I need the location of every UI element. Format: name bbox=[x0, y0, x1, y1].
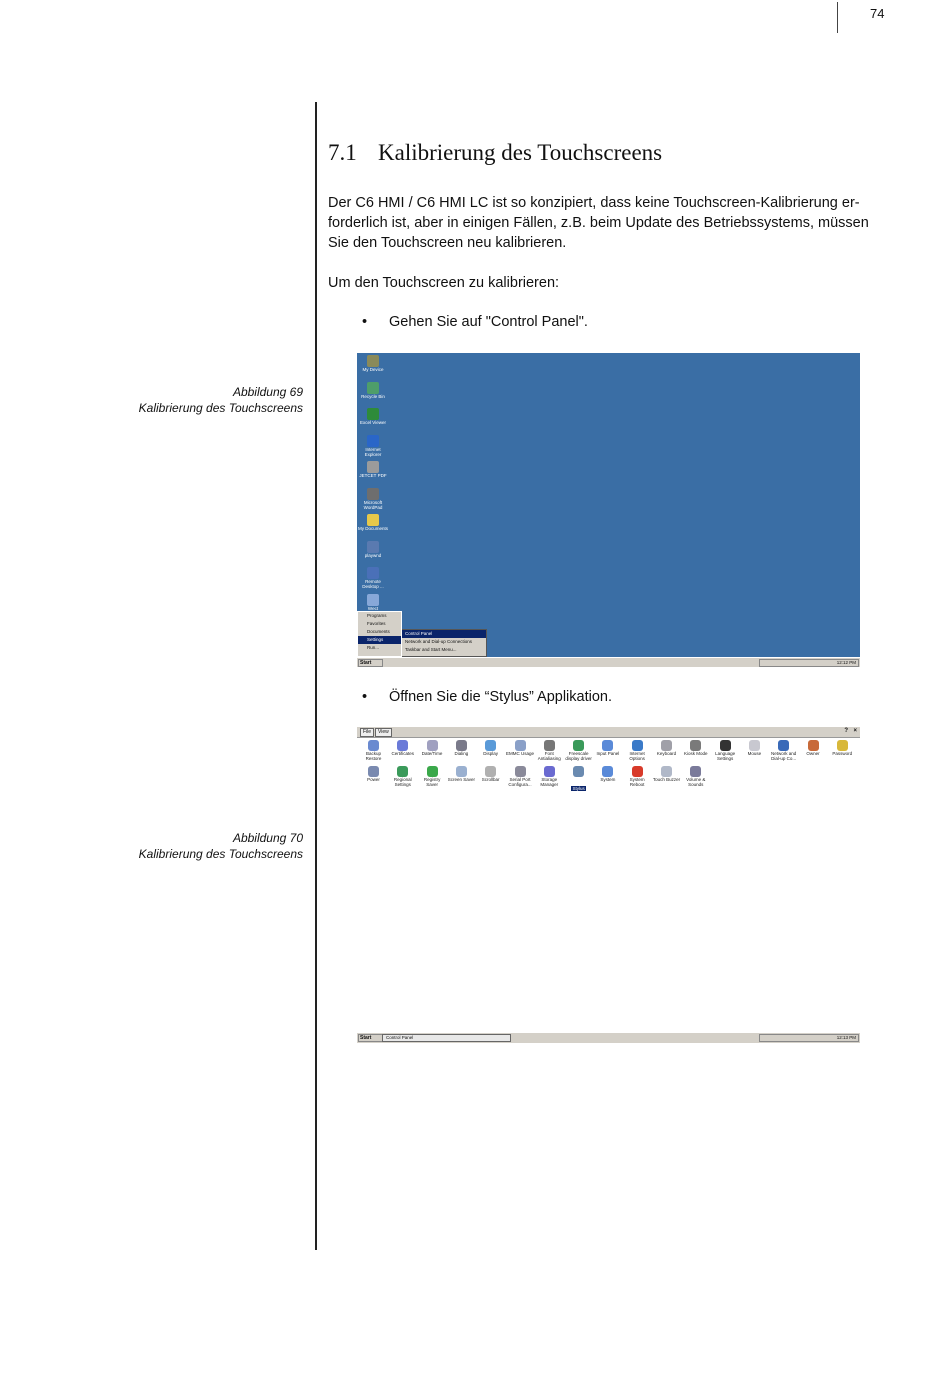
control-panel-item[interactable] bbox=[506, 766, 535, 787]
control-panel-item-label: Scrollbar bbox=[481, 777, 500, 782]
desktop-icon-label: Excel Viewer bbox=[360, 420, 386, 425]
control-panel-item[interactable] bbox=[564, 740, 593, 761]
desktop-screenshot bbox=[357, 353, 860, 667]
control-panel-item-icon bbox=[368, 740, 379, 751]
start-menu-settings[interactable]: Settings bbox=[358, 636, 401, 644]
control-panel-item-icon bbox=[602, 766, 613, 777]
start-menu-programs[interactable]: Programs bbox=[367, 613, 387, 618]
desktop-icon-glyph bbox=[367, 514, 379, 526]
control-panel-item-icon bbox=[808, 740, 819, 751]
control-panel-item[interactable] bbox=[593, 766, 622, 782]
system-tray-clock: 12:12 PM bbox=[759, 659, 859, 667]
control-panel-item-label: Certificates bbox=[391, 751, 415, 756]
submenu-network[interactable]: Network and Dial-up Connections bbox=[405, 639, 473, 644]
control-panel-item-label: Kiosk Mode bbox=[684, 751, 708, 756]
control-panel-item-label: Freescale display driver bbox=[565, 751, 592, 761]
desktop-icon-glyph bbox=[367, 382, 379, 394]
control-panel-item[interactable] bbox=[359, 740, 388, 761]
control-panel-item-icon bbox=[456, 766, 467, 777]
control-panel-item-icon bbox=[485, 740, 496, 751]
desktop-icon-glyph bbox=[367, 594, 379, 606]
control-panel-item[interactable] bbox=[740, 740, 769, 756]
start-menu bbox=[357, 611, 402, 657]
caption-label: Abbildung 70 bbox=[232, 831, 303, 845]
control-panel-item-icon bbox=[661, 766, 672, 777]
control-panel-item-icon bbox=[690, 766, 701, 777]
control-panel-item-icon bbox=[837, 740, 848, 751]
caption-text: Kalibrierung des Touchscreens bbox=[138, 401, 303, 415]
caption-label: Abbildung 69 bbox=[232, 385, 303, 399]
control-panel-item-label: Keyboard bbox=[656, 751, 677, 756]
control-panel-item-label: Password bbox=[832, 751, 853, 756]
desktop-icon-label: JETCET PDF bbox=[359, 473, 387, 478]
control-panel-screenshot bbox=[357, 727, 860, 795]
control-panel-item-icon bbox=[720, 740, 731, 751]
control-panel-taskbar bbox=[357, 1032, 860, 1043]
desktop-icon[interactable] bbox=[358, 594, 388, 611]
control-panel-item[interactable] bbox=[418, 766, 447, 787]
page-number: 74 bbox=[870, 6, 885, 21]
control-panel-item[interactable] bbox=[359, 766, 388, 782]
control-panel-item-label: Backup Restore bbox=[365, 751, 382, 761]
control-panel-item-label: Display bbox=[483, 751, 499, 756]
control-panel-item-label: System bbox=[600, 777, 616, 782]
column-rule bbox=[315, 102, 317, 1250]
bullet-stylus bbox=[362, 689, 612, 705]
control-panel-item-label: Registry Saver bbox=[423, 777, 441, 787]
help-icon[interactable]: ? bbox=[844, 728, 848, 734]
desktop-icon-label: Recycle Bin bbox=[361, 393, 385, 399]
control-panel-item-label: Input Panel bbox=[596, 751, 620, 756]
section-title: Kalibrierung des Touchscreens bbox=[378, 140, 663, 165]
control-panel-menubar bbox=[357, 727, 860, 738]
control-panel-item-icon bbox=[397, 766, 408, 777]
close-icon[interactable]: × bbox=[853, 728, 857, 734]
control-panel-item-icon bbox=[544, 766, 555, 777]
desktop-icon-glyph bbox=[367, 408, 379, 420]
control-panel-item-icon bbox=[749, 740, 760, 751]
control-panel-item-icon bbox=[427, 740, 438, 751]
control-panel-item-icon bbox=[456, 740, 467, 751]
control-panel-item-icon bbox=[690, 740, 701, 751]
section-heading bbox=[328, 140, 662, 166]
instruction-paragraph: Um den Touchscreen zu kalibrieren: bbox=[328, 275, 560, 291]
control-panel-item[interactable] bbox=[623, 766, 652, 787]
caption-text: Kalibrierung des Touchscreens bbox=[138, 847, 303, 861]
control-panel-item-label: Serial Port Configura... bbox=[508, 777, 532, 787]
taskbar-control-panel-task[interactable]: Control Panel bbox=[382, 1034, 511, 1042]
control-panel-item-label: Regional Settings bbox=[393, 777, 412, 787]
desktop-icon-glyph bbox=[367, 541, 379, 553]
control-panel-item[interactable] bbox=[652, 740, 681, 756]
control-panel-item-label: Font Antialiasing bbox=[537, 751, 561, 761]
bullet-glyph: • bbox=[362, 314, 368, 330]
desktop-icon[interactable] bbox=[358, 355, 388, 372]
control-panel-item[interactable] bbox=[506, 740, 535, 756]
bullet-text: Gehen Sie auf "Control Panel". bbox=[389, 314, 588, 330]
start-menu-run[interactable]: Run... bbox=[367, 645, 380, 650]
control-panel-item[interactable] bbox=[564, 766, 593, 795]
desktop-icon[interactable] bbox=[358, 461, 388, 478]
start-menu-favorites[interactable]: Favorites bbox=[367, 621, 386, 626]
desktop-icon-label: Microsoft WordPad bbox=[363, 499, 383, 510]
control-panel-item-label: Screen Saver bbox=[447, 777, 476, 782]
section-number: 7.1 bbox=[328, 140, 357, 165]
desktop-icon[interactable] bbox=[358, 488, 388, 510]
figure-caption-69 bbox=[139, 384, 303, 416]
submenu-taskbar[interactable]: Taskbar and Start Menu... bbox=[405, 647, 457, 652]
control-panel-item-icon bbox=[661, 740, 672, 751]
control-panel-item[interactable] bbox=[769, 740, 798, 761]
control-panel-item[interactable] bbox=[447, 740, 476, 756]
control-panel-item-icon bbox=[485, 766, 496, 777]
desktop-icon-glyph bbox=[367, 488, 379, 500]
control-panel-item-icon bbox=[573, 740, 584, 751]
desktop-icon[interactable] bbox=[358, 541, 388, 558]
start-menu-documents[interactable]: Documents bbox=[367, 629, 390, 634]
control-panel-item-icon bbox=[544, 740, 555, 751]
control-panel-item-label: Mouse bbox=[747, 751, 762, 756]
start-button[interactable]: Start bbox=[358, 1034, 383, 1042]
control-panel-item[interactable] bbox=[593, 740, 622, 756]
control-panel-item-icon bbox=[602, 740, 613, 751]
control-panel-item[interactable] bbox=[623, 740, 652, 761]
control-panel-item-label: Language Settings bbox=[715, 751, 736, 761]
control-panel-item-label: System Reboot bbox=[629, 777, 645, 787]
desktop-icon-label: Wect bbox=[367, 605, 379, 611]
bullet-text: Öffnen Sie die “Stylus” Applikation. bbox=[389, 689, 612, 705]
figure-caption-70 bbox=[139, 830, 303, 862]
desktop-icon-label: Remote Desktop ... bbox=[362, 579, 384, 589]
control-panel-item-icon bbox=[778, 740, 789, 751]
control-panel-item[interactable] bbox=[476, 740, 505, 756]
start-button[interactable]: Start bbox=[358, 659, 383, 667]
control-panel-item-icon bbox=[515, 740, 526, 751]
control-panel-item[interactable] bbox=[388, 740, 417, 756]
control-panel-item-label: Network and Dial-up Co... bbox=[771, 751, 797, 761]
control-panel-item[interactable] bbox=[799, 740, 828, 756]
desktop-icon[interactable] bbox=[358, 382, 388, 399]
desktop-icon[interactable] bbox=[358, 408, 388, 425]
control-panel-item-label: Storage Manager bbox=[540, 777, 559, 787]
control-panel-item-label: Date/Time bbox=[421, 751, 443, 756]
desktop-icon-label: Internet Explorer bbox=[364, 446, 382, 457]
desktop-icon-glyph bbox=[367, 435, 379, 447]
desktop-icon-glyph bbox=[367, 567, 379, 579]
control-panel-item-label: Volume & Sounds bbox=[686, 777, 706, 787]
submenu-control-panel[interactable]: Control Panel bbox=[396, 630, 486, 638]
control-panel-item[interactable] bbox=[828, 740, 857, 756]
desktop-icon-glyph bbox=[367, 461, 379, 473]
bullet-glyph: • bbox=[362, 689, 368, 705]
control-panel-item[interactable] bbox=[652, 766, 681, 782]
control-panel-item[interactable] bbox=[388, 766, 417, 787]
menu-file[interactable]: File bbox=[360, 728, 374, 737]
control-panel-item-label: Dialing bbox=[454, 751, 469, 756]
control-panel-item-label: Owner bbox=[806, 751, 820, 756]
menu-view[interactable]: View bbox=[375, 728, 392, 737]
control-panel-item[interactable] bbox=[476, 766, 505, 782]
control-panel-item-label: Internet Options bbox=[629, 751, 645, 761]
control-panel-item-icon bbox=[368, 766, 379, 777]
header-rule bbox=[837, 2, 838, 33]
control-panel-item-label: EMMC Usage bbox=[505, 751, 534, 756]
control-panel-item-icon bbox=[632, 766, 643, 777]
control-panel-item-icon bbox=[397, 740, 408, 751]
control-panel-item-icon bbox=[515, 766, 526, 777]
control-panel-item[interactable] bbox=[535, 766, 564, 787]
control-panel-item[interactable] bbox=[711, 740, 740, 761]
control-panel-item-icon bbox=[632, 740, 643, 751]
settings-submenu bbox=[395, 629, 487, 657]
control-panel-item-label: Stylus bbox=[572, 786, 585, 791]
system-tray-clock: 12:13 PM bbox=[759, 1034, 859, 1042]
desktop-icon-label: My Device bbox=[362, 367, 384, 372]
desktop-icon-label: playwnd bbox=[364, 552, 382, 558]
desktop-icon[interactable] bbox=[358, 435, 388, 457]
control-panel-item[interactable] bbox=[681, 740, 710, 756]
control-panel-item[interactable] bbox=[681, 766, 710, 787]
desktop-icon-label: My Documents bbox=[358, 526, 389, 531]
control-panel-item[interactable] bbox=[418, 740, 447, 756]
desktop-icon[interactable] bbox=[358, 567, 388, 589]
desktop-taskbar bbox=[357, 657, 860, 667]
control-panel-item[interactable] bbox=[447, 766, 476, 782]
desktop-icon-glyph bbox=[367, 355, 379, 367]
control-panel-item-icon bbox=[427, 766, 438, 777]
intro-paragraph: Der C6 HMI / C6 HMI LC ist so konzipiert, dass keine Touchscreen-Kalibrierung er-forderlich ist, aber in einigen Fällen, z.B. beim Update des Betriebssystems, müssen Sie den Touchscreen neu kalibrieren. bbox=[328, 195, 869, 251]
control-panel-item[interactable] bbox=[535, 740, 564, 761]
desktop-icon[interactable] bbox=[358, 514, 388, 531]
control-panel-item-label: Power bbox=[367, 777, 380, 782]
control-panel-item-label: Touch Buzzer bbox=[652, 777, 681, 782]
bullet-control-panel bbox=[362, 314, 588, 330]
control-panel-item-icon bbox=[573, 766, 584, 777]
